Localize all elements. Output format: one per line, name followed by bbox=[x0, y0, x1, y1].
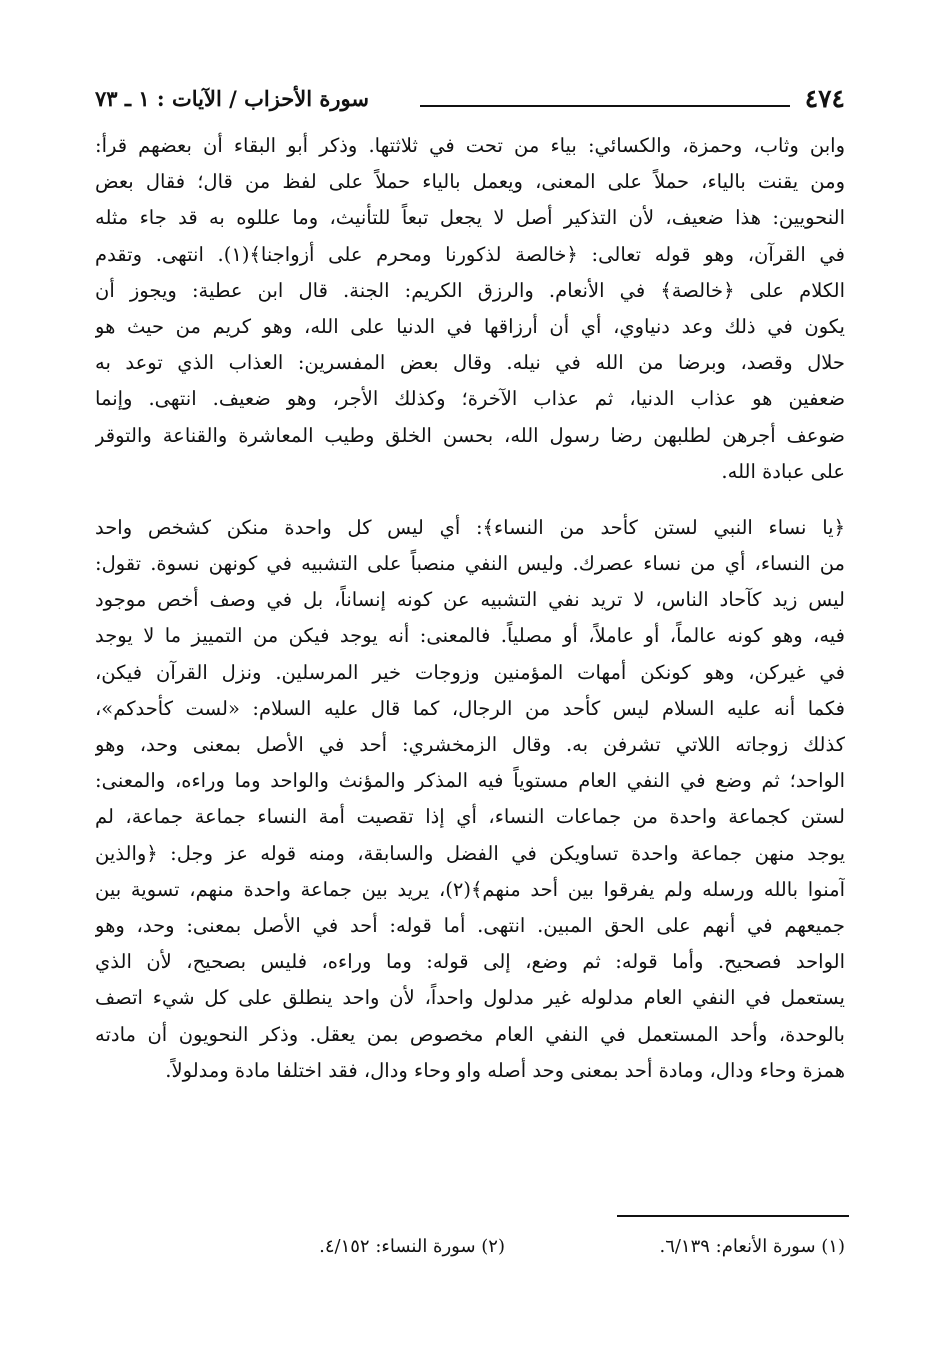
text-line: ضعفين هو عذاب الدنيا، ثم عذاب الآخرة؛ وكذلك الأجر، وهو ضعيف. انتهى. وإنما bbox=[95, 387, 845, 411]
text-line: آمنوا بالله ورسله ولم يفرقوا بين أحد منهم﴾(٢)، يريد بين جماعة واحدة منهم، تسوية بين bbox=[95, 877, 845, 901]
text-line: فكما أنه عليه السلام ليس كأحد من الرجال، كما قال عليه السلام: «لست كأحدكم»، bbox=[95, 696, 845, 720]
text-line: يوجد منهن جماعة واحدة تساويكن في الفضل والسابقة، ومنه قوله عز وجل: ﴿والذين bbox=[95, 841, 845, 865]
text-line: الكلام على ﴿خالصة﴾ في الأنعام. والرزق الكريم: الجنة. قال ابن عطية: ويجوز أن bbox=[95, 278, 845, 302]
paragraph-1 bbox=[95, 128, 845, 490]
paragraph-2 bbox=[95, 510, 845, 1089]
text-line: على عبادة الله. bbox=[721, 459, 845, 483]
text-line: ضوعف أجرهن لطلبهن رضا رسول الله، بحسن الخلق وطيب المعاشرة والقناعة والتوقر bbox=[95, 423, 845, 447]
footnote-2: (٢) سورة النساء: ٤/١٥٢. bbox=[319, 1236, 505, 1257]
text-line: في القرآن، وهو قوله تعالى: ﴿خالصة لذكورنا ومحرم على أزواجنا﴾(١). انتهى. وتقدم bbox=[95, 242, 845, 266]
text-line: النحويين: هذا ضعيف، لأن التذكير أصل لا يجعل تبعاً للتأنيث، وما عللوه به قد جاء مثله bbox=[95, 206, 845, 230]
footnote-rule bbox=[617, 1215, 849, 1217]
main-text bbox=[95, 128, 845, 1089]
text-line: كذلك زوجاته اللاتي تشرفن به. وقال الزمخشري: أحد في الأصل بمعنى وحد، وهو bbox=[95, 733, 845, 756]
text-line: بالوحدة، وأحد المستعمل في النفي العام مخصوص بمن يعقل. وذكر النحويون أن مادته bbox=[95, 1022, 845, 1046]
text-line: الواحد؛ ثم وضع في النفي العام مستوياً فيه المذكر والمؤنث والواحد وما وراءه، والمعنى: bbox=[95, 769, 845, 793]
text-line: ﴿يا نساء النبي لستن كأحد من النساء﴾: أي ليس كل واحدة منكن كشخص واحد bbox=[95, 515, 845, 539]
text-line: فيه، وهو كونه عالماً، أو عاملاً، أو مصلياً. فالمعنى: أنه يوجد فيكن من التمييز ما لا يوجد bbox=[95, 624, 845, 648]
text-line: من النساء، أي من نساء عصرك. وليس النفي منصباً على التشبيه في كونهن نسوة. تقول: bbox=[95, 552, 845, 576]
page-number: ٤٧٤ bbox=[804, 84, 845, 113]
text-line: ليس زيد كآحاد الناس، لا تريد نفي التشبيه عن كونه إنساناً، بل في وصف أخص موجود bbox=[95, 588, 845, 612]
text-line: الواحد فصحيح. وأما قوله: ثم وضع، إلى قوله: وما وراءه، فليس بصحيح، لأن الذي bbox=[95, 950, 845, 974]
text-line: وابن وثاب، وحمزة، والكسائي: بياء من تحت في ثلاثتها. وذكر أبو البقاء أن بعضهم قرأ: bbox=[95, 134, 845, 157]
paragraph-gap bbox=[95, 490, 845, 510]
footnote-1: (١) سورة الأنعام: ٦/١٣٩. bbox=[659, 1236, 845, 1257]
text-line: حلال وقصد، وبرضا من الله في نيله. وقال بعض المفسرين: العذاب الذي توعد به bbox=[95, 351, 845, 375]
header-rule bbox=[420, 105, 790, 107]
text-line: يكون في ذلك وعد دنياوي، أي أن أرزاقها في الدنيا على الله، وهو كريم من حيث هو bbox=[95, 314, 845, 338]
text-line: ومن يقنت بالياء، حملاً على المعنى، ويعمل بالياء حملاً على لفظ من قال؛ فقال بعض bbox=[95, 170, 845, 194]
text-line: يستعمل في النفي العام مدلوله غير مدلول واحداً، لأن واحد ينطلق على كل شيء اتصف bbox=[95, 986, 845, 1010]
text-line: لستن كجماعة واحدة من جماعات النساء، أي إذا تقصيت أمة النساء جماعة جماعة، لم bbox=[95, 805, 845, 829]
text-line: جميعهم في أنهم على الحق المبين. انتهى. أما قوله: أحد في الأصل بمعنى: وحد، وهو bbox=[95, 913, 845, 937]
running-header bbox=[95, 84, 845, 120]
text-line: همزة وحاء ودال، ومادة أحد بمعنى وحد أصله واو وحاء ودال، فقد اختلفا مادة ومدلولاً. bbox=[165, 1058, 845, 1082]
text-line: في غيركن، وهو كونكن أمهات المؤمنين وزوجات خير المرسلين. ونزل القرآن فيكن، bbox=[95, 660, 845, 684]
running-title: سورة الأحزاب / الآيات : ١ ـ ٧٣ bbox=[95, 86, 369, 111]
